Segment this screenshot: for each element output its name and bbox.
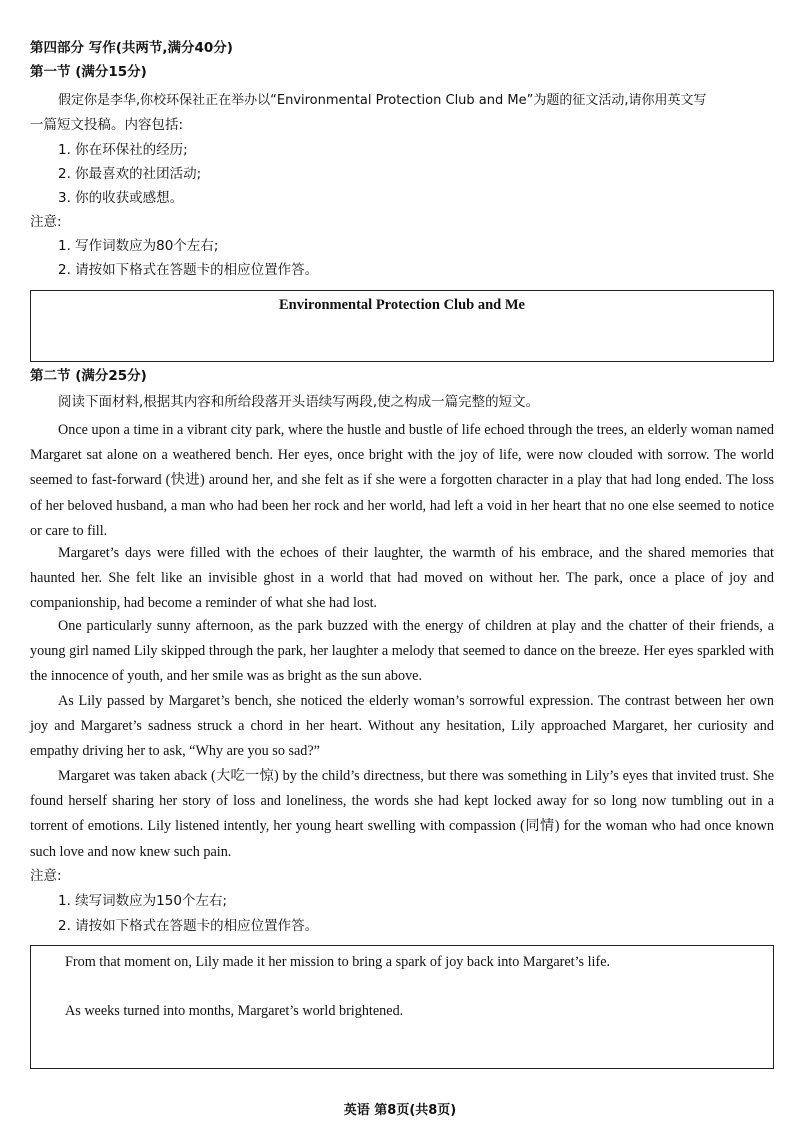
section2-instruction: 阅读下面材料,根据其内容和所给段落开头语续写两段,使之构成一篇完整的短文。 xyxy=(58,394,540,410)
story-paragraph: Margaret was taken aback (大吃一惊) by the child’s directness, but there was something in Lily’s eyes that invited trust. She found herself sharing her story of loss and loneliness, the words she had kept locked away for so long now tumbling out in a torrent of emotions. Lily listened intently, her young heart swelling with compassion (同情) for the woman who had once known such love and now knew such pain. xyxy=(30,768,774,860)
section1-prompt: 假定你是李华,你校环保社正在举办以“Environmental Protection Club and Me”为题的征文活动,请你用英文写 xyxy=(58,93,707,108)
part4-heading: 第四部分 写作(共两节,满分40分) xyxy=(30,40,233,56)
continuation-opening-2: As weeks turned into months, Margaret’s world brightened. xyxy=(65,1003,404,1019)
essay-title: Environmental Protection Club and Me xyxy=(279,297,525,313)
section2-heading: 第二节 (满分25分) xyxy=(30,368,147,384)
note-item: 1. 续写词数应为150个左右; xyxy=(58,893,227,909)
answer-box-1 xyxy=(30,290,774,362)
story-paragraph: One particularly sunny afternoon, as the park buzzed with the energy of children at play and the chatter of their friends, a young girl named Lily skipped through the park, her laughter a melody that seemed to dance on the breeze. Her eyes sparkled with the innocence of youth, and her smile was as bright as the sun above. xyxy=(30,618,774,685)
page-footer: 英语 第8页(共8页) xyxy=(343,1103,457,1118)
note-item: 2. 请按如下格式在答题卡的相应位置作答。 xyxy=(58,918,319,934)
continuation-opening-1: From that moment on, Lily made it her mission to bring a spark of joy back into Margaret’s life. xyxy=(65,954,611,970)
note-label: 注意: xyxy=(30,214,62,230)
content-item: 3. 你的收获或感想。 xyxy=(58,190,184,206)
section1-heading: 第一节 (满分15分) xyxy=(30,64,147,80)
content-item: 1. 你在环保社的经历; xyxy=(58,142,188,158)
story-paragraph: Margaret’s days were filled with the echoes of their laughter, the warmth of his embrace, and the shared memories that haunted her. She felt like an invisible ghost in a world that had moved on without her. The park, once a place of joy and companionship, had become a reminder of what she had lost. xyxy=(30,545,774,612)
story-paragraph: As Lily passed by Margaret’s bench, she noticed the elderly woman’s sorrowful expression. The contrast between her own joy and Margaret’s sadness struck a chord in her heart. Without any hesitation, Lily approached Margaret, her curiosity and empathy driving her to ask, “Why are you so sad?” xyxy=(30,693,774,760)
story-paragraph: Once upon a time in a vibrant city park, where the hustle and bustle of life echoed through the trees, an elderly woman named Margaret sat alone on a weathered bench. Her eyes, once bright with the joy of life, were now clouded with sorrow. The world seemed to fast-forward (快进) around her, and she felt as if she were a forgotten character in a play that had long ended. The loss of her beloved husband, a man who had been her rock and her world, had left a void in her heart that no one else seemed to notice or care to fill. xyxy=(30,422,774,539)
content-item: 2. 你最喜欢的社团活动; xyxy=(58,166,202,182)
section1-prompt-cont: 一篇短文投稿。内容包括: xyxy=(30,117,184,133)
answer-box-2 xyxy=(30,945,774,1069)
note-item: 2. 请按如下格式在答题卡的相应位置作答。 xyxy=(58,262,319,278)
note-label: 注意: xyxy=(30,868,62,884)
note-item: 1. 写作词数应为80个左右; xyxy=(58,238,219,254)
